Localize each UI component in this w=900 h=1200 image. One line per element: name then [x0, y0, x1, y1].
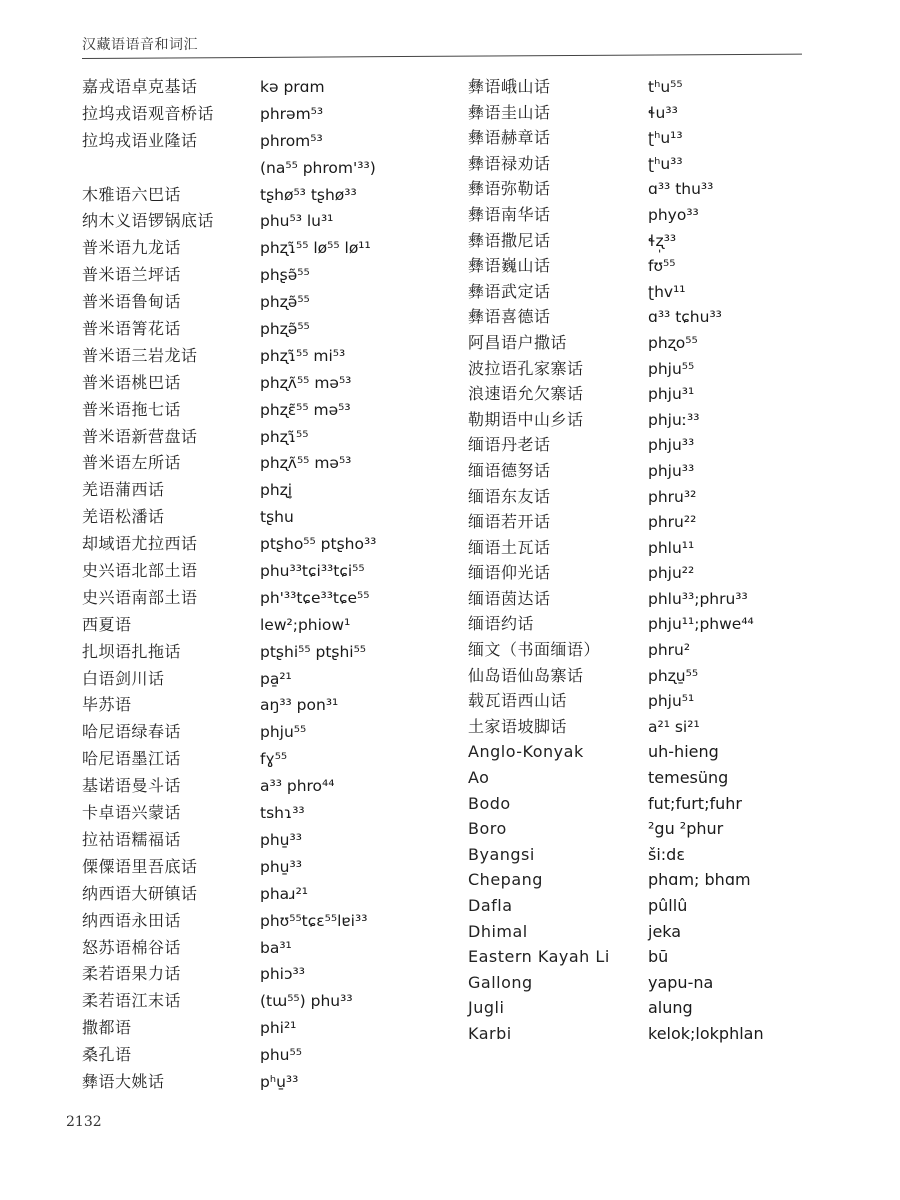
word-form: phlu¹¹	[648, 538, 695, 557]
word-form: phu⁵³ lu³¹	[260, 212, 334, 231]
language-name: 嘉戎语卓克基话	[82, 77, 198, 96]
entry-row	[468, 560, 868, 586]
entry-row	[82, 101, 452, 128]
language-name: 缅文（书面缅语）	[468, 640, 601, 660]
word-form: phru²	[648, 641, 691, 660]
word-form: kə prɑm	[260, 78, 325, 96]
language-name: 缅语东友话	[468, 486, 551, 506]
word-form: phu⁵⁵	[260, 1046, 302, 1065]
word-form: uh-hieng	[648, 742, 719, 762]
entry-row	[468, 100, 868, 126]
word-form: phʐɿ̃⁵⁵ lø⁵⁵ lø¹¹	[260, 239, 371, 258]
entry-row	[468, 867, 868, 893]
entry-row	[468, 765, 868, 791]
language-name: 史兴语北部土语	[82, 561, 198, 581]
entry-row	[468, 944, 868, 970]
word-form: fut;furt;fuhr	[648, 793, 742, 813]
word-form: ɑ³³ thu³³	[648, 180, 714, 199]
word-form: (na⁵⁵ phrom'³³)	[260, 158, 376, 177]
word-form: ɑ³³ tɕhu³³	[648, 308, 722, 327]
word-form: yapu-na	[648, 972, 714, 992]
entry-row	[468, 663, 868, 689]
language-name: 基诺语曼斗话	[82, 776, 182, 796]
word-form: kelok;lokphlan	[648, 1023, 764, 1043]
entry-row	[468, 637, 868, 663]
word-form: tʰu⁵⁵	[648, 78, 683, 96]
word-form: fɣ⁵⁵	[260, 750, 288, 769]
entry-row	[82, 719, 452, 746]
entry-row	[468, 151, 868, 177]
word-form: lew²;phiow¹	[260, 615, 351, 634]
language-name: 西夏语	[82, 614, 132, 634]
language-name: 毕苏语	[82, 695, 132, 715]
entry-row	[82, 128, 452, 155]
word-form: a³³ phro⁴⁴	[260, 777, 335, 796]
language-name: 拉坞戎语观音桥话	[82, 103, 215, 123]
word-form: ʈʰu³³	[648, 154, 683, 173]
entry-row	[82, 504, 452, 531]
entry-row	[82, 935, 452, 962]
language-name: 柔若语江末话	[82, 991, 182, 1011]
entry-row	[82, 531, 452, 558]
entry-row	[82, 1015, 452, 1042]
language-name: Karbi	[468, 1023, 512, 1043]
word-form: phju⁵⁵	[648, 359, 695, 378]
entry-row	[82, 397, 452, 424]
language-name: 缅语约话	[468, 614, 535, 634]
word-form: pûllû	[648, 896, 688, 915]
entry-row	[468, 791, 868, 817]
language-name: 史兴语南部土语	[82, 587, 198, 607]
word-form: phʐɿ̃⁵⁵ mi⁵³	[260, 346, 346, 365]
language-name: 彝语武定话	[468, 281, 551, 301]
word-form: phrəm⁵³	[260, 104, 324, 123]
word-form: tshɿ³³	[260, 804, 305, 823]
word-form: phʐɛ̃⁵⁵ mə⁵³	[260, 400, 351, 419]
entry-row	[82, 908, 452, 935]
language-name: 阿昌语户撒话	[468, 332, 568, 352]
entry-row	[82, 881, 452, 908]
entry-row	[468, 330, 868, 356]
word-form: phiɔ³³	[260, 965, 305, 984]
entry-row	[468, 816, 868, 842]
entry-row	[468, 893, 868, 919]
word-form: phʐʌ̃⁵⁵ mə⁵³	[260, 373, 352, 392]
word-form: phrom⁵³	[260, 131, 323, 150]
entry-row	[468, 228, 868, 254]
word-form: ši:dɛ	[648, 844, 685, 864]
language-name: 彝语圭山话	[468, 102, 551, 122]
word-form: ɬʐ̩³³	[648, 231, 677, 250]
entry-row	[82, 208, 452, 235]
word-form: phru³²	[648, 487, 697, 506]
right-column	[468, 74, 868, 1047]
language-name: 木雅语六巴话	[82, 184, 182, 204]
language-name: 拉坞戎语业隆话	[82, 130, 198, 150]
word-form: jeka	[648, 921, 682, 941]
language-name: Byangsi	[468, 844, 535, 864]
language-name: Bodo	[468, 793, 511, 813]
entry-row	[468, 611, 868, 637]
language-name: 载瓦语西山话	[468, 691, 568, 711]
entry-row	[82, 854, 452, 881]
entry-row	[82, 182, 452, 209]
entry-row	[82, 585, 452, 612]
entry-row	[468, 535, 868, 561]
language-name: Ao	[468, 768, 490, 788]
word-form: ʈʰu¹³	[648, 129, 683, 148]
word-form: bū	[648, 947, 669, 967]
word-form: phlu³³;phru³³	[648, 589, 748, 608]
entry-row	[468, 356, 868, 382]
language-name: 撒都语	[82, 1018, 132, 1038]
word-form: ph'³³tɕe³³tɕe⁵⁵	[260, 588, 370, 607]
entry-row	[468, 74, 868, 100]
language-name: Chepang	[468, 870, 543, 890]
entry-row	[468, 176, 868, 202]
language-name: Dhimal	[468, 921, 528, 941]
word-form: phɑm; bhɑm	[648, 870, 751, 890]
word-form: phaɹ²¹	[260, 884, 309, 903]
language-name: 彝语禄劝话	[468, 153, 551, 173]
entry-row	[468, 919, 868, 945]
word-form: phru²²	[648, 513, 697, 532]
entry-row	[82, 370, 452, 397]
word-form: phʐi̥	[260, 481, 293, 500]
language-name: 普米语兰坪话	[82, 265, 182, 285]
word-form: phʂə̃⁵⁵	[260, 266, 310, 285]
language-name: Gallong	[468, 972, 533, 992]
entry-row	[468, 253, 868, 279]
entry-row	[82, 666, 452, 693]
word-form: fʊ⁵⁵	[648, 257, 676, 276]
word-form: pa̱²¹	[260, 669, 292, 688]
entry-row	[468, 125, 868, 151]
language-name: 缅语茵达话	[468, 588, 551, 608]
word-form: phi²¹	[260, 1019, 297, 1038]
entry-row	[82, 1042, 452, 1069]
word-form: ɬu³³	[648, 103, 678, 122]
language-name: 哈尼语绿春话	[82, 722, 182, 742]
entry-row	[468, 970, 868, 996]
language-name: 波拉语孔家寨话	[468, 358, 584, 378]
entry-row	[82, 74, 452, 101]
language-name: 普米语三岩龙话	[82, 345, 198, 365]
word-form: ²gu ²phur	[648, 819, 724, 839]
word-form: phju²²	[648, 564, 695, 583]
word-form: pʰu̱³³	[260, 1072, 299, 1091]
language-name: 纳西语大研镇话	[82, 883, 198, 903]
entry-row	[468, 586, 868, 612]
language-name: 傈僳语里吾底话	[82, 856, 198, 876]
entry-row	[82, 316, 452, 343]
language-name: 普米语箐花话	[82, 319, 182, 339]
language-name: Boro	[468, 819, 507, 839]
word-form: phju⁵⁵	[260, 723, 307, 742]
entry-row	[82, 1069, 452, 1096]
entry-row	[468, 279, 868, 305]
word-form: phu³³tɕi³³tɕi⁵⁵	[260, 562, 365, 581]
entry-row	[82, 477, 452, 504]
language-name: 彝语峨山话	[468, 77, 551, 96]
language-name: 勒期语中山乡话	[468, 409, 584, 429]
word-form: tʂhu	[260, 508, 294, 527]
language-name: 普米语九龙话	[82, 238, 182, 258]
language-name: 彝语喜德话	[468, 307, 551, 327]
entry-row	[82, 612, 452, 639]
entry-row	[468, 714, 868, 740]
language-name: 彝语巍山话	[468, 256, 551, 276]
word-form: phju¹¹;phwe⁴⁴	[648, 615, 754, 634]
language-name: Dafla	[468, 896, 513, 915]
entry-row	[82, 424, 452, 451]
word-form: ptʂho⁵⁵ ptʂho³³	[260, 535, 377, 554]
language-name: 扎坝语扎拖话	[82, 641, 182, 661]
word-form: tʂhø⁵³ tʂhø³³	[260, 185, 357, 204]
entry-row	[82, 450, 452, 477]
language-name: 纳西语永田话	[82, 910, 182, 930]
word-form: phu̱³³	[260, 857, 302, 876]
left-column	[82, 74, 452, 1096]
entry-row	[468, 484, 868, 510]
entry-row	[82, 343, 452, 370]
language-name: 哈尼语墨江话	[82, 749, 182, 769]
word-form: phju³¹	[648, 385, 695, 404]
word-form: phjuː³³	[648, 410, 700, 429]
word-form: phʐɿ̃⁵⁵	[260, 427, 309, 446]
language-name: 土家语坡脚话	[468, 716, 568, 736]
word-form: phʐu̱⁵⁵	[648, 666, 699, 685]
language-name: 纳木义语锣锅底话	[82, 211, 215, 231]
language-name: 柔若语果力话	[82, 964, 182, 984]
language-name: 怒苏语棉谷话	[82, 937, 182, 957]
language-name: 仙岛语仙岛寨话	[468, 665, 584, 685]
language-name: 卡卓语兴蒙话	[82, 803, 182, 823]
word-form: phʐə̃⁵⁵	[260, 320, 310, 339]
language-name: Jugli	[468, 998, 505, 1018]
language-name: 彝语南华话	[468, 204, 551, 224]
entry-row	[82, 961, 452, 988]
language-name: 羌语蒲西话	[82, 480, 165, 500]
entry-row	[468, 381, 868, 407]
entry-row	[82, 289, 452, 316]
entry-row	[82, 800, 452, 827]
entry-row	[82, 746, 452, 773]
entry-row	[468, 407, 868, 433]
word-form: phʐʌ̃⁵⁵ mə⁵³	[260, 454, 352, 473]
word-form: (tɯ⁵⁵) phu³³	[260, 992, 353, 1011]
entry-row	[82, 155, 452, 182]
word-form: ba³¹	[260, 938, 292, 957]
running-header: 汉藏语语音和词汇	[82, 37, 198, 53]
word-form: aŋ³³ pon³¹	[260, 696, 339, 715]
entry-row	[82, 262, 452, 289]
entry-row	[468, 1021, 868, 1047]
word-form: phju⁵¹	[648, 692, 695, 711]
language-name: 缅语仰光话	[468, 563, 551, 583]
word-form: phʐo⁵⁵	[648, 333, 698, 352]
word-form: phʐə̃⁵⁵	[260, 293, 310, 312]
entry-row	[468, 739, 868, 765]
entry-row	[468, 304, 868, 330]
language-name: 普米语左所话	[82, 453, 182, 473]
header-rule	[82, 54, 802, 59]
entry-row	[468, 458, 868, 484]
language-name: 却域语尤拉西话	[82, 534, 198, 554]
entry-row	[82, 235, 452, 262]
language-name: 拉祜语糯福话	[82, 829, 182, 849]
language-name: 普米语鲁甸话	[82, 292, 182, 312]
word-form: phʊ⁵⁵tɕɛ⁵⁵lɐi³³	[260, 911, 368, 930]
entry-row	[468, 842, 868, 868]
language-name: 彝语弥勒话	[468, 179, 551, 199]
language-name: 彝语大姚话	[82, 1071, 165, 1091]
entry-row	[82, 639, 452, 666]
entry-row	[82, 827, 452, 854]
language-name: 缅语若开话	[468, 512, 551, 532]
word-form: ʈhv¹¹	[648, 282, 686, 301]
language-name: 缅语德努话	[468, 460, 551, 480]
language-name: 缅语丹老话	[468, 435, 551, 455]
word-form: ptʂhi⁵⁵ ptʂhi⁵⁵	[260, 642, 367, 661]
language-name: 彝语撒尼话	[468, 230, 551, 250]
word-form: phju³³	[648, 461, 695, 480]
entry-row	[468, 202, 868, 228]
language-name: 普米语桃巴话	[82, 372, 182, 392]
entry-row	[82, 773, 452, 800]
word-form: phyo³³	[648, 205, 699, 224]
entry-row	[468, 509, 868, 535]
page-number: 2132	[66, 1114, 102, 1130]
language-name: 浪速语允欠寨话	[468, 384, 584, 404]
entry-row	[468, 432, 868, 458]
entry-row	[468, 688, 868, 714]
language-name: 普米语拖七话	[82, 399, 182, 419]
language-name: 缅语土瓦话	[468, 537, 551, 557]
word-form: temesüng	[648, 768, 729, 788]
entry-row	[82, 988, 452, 1015]
language-name: 羌语松潘话	[82, 507, 165, 527]
entry-row	[82, 558, 452, 585]
language-name: 普米语新营盘话	[82, 426, 198, 446]
language-name: 白语剑川话	[82, 668, 165, 688]
language-name: Anglo-Konyak	[468, 742, 584, 762]
language-name: 桑孔语	[82, 1045, 132, 1065]
entry-row	[82, 692, 452, 719]
language-name: Eastern Kayah Li	[468, 947, 610, 967]
word-form: alung	[648, 998, 693, 1018]
word-form: a²¹ si²¹	[648, 717, 700, 736]
word-form: phu̱³³	[260, 830, 302, 849]
language-name: 彝语赫章话	[468, 128, 551, 148]
entry-row	[468, 995, 868, 1021]
word-form: phju³³	[648, 436, 695, 455]
